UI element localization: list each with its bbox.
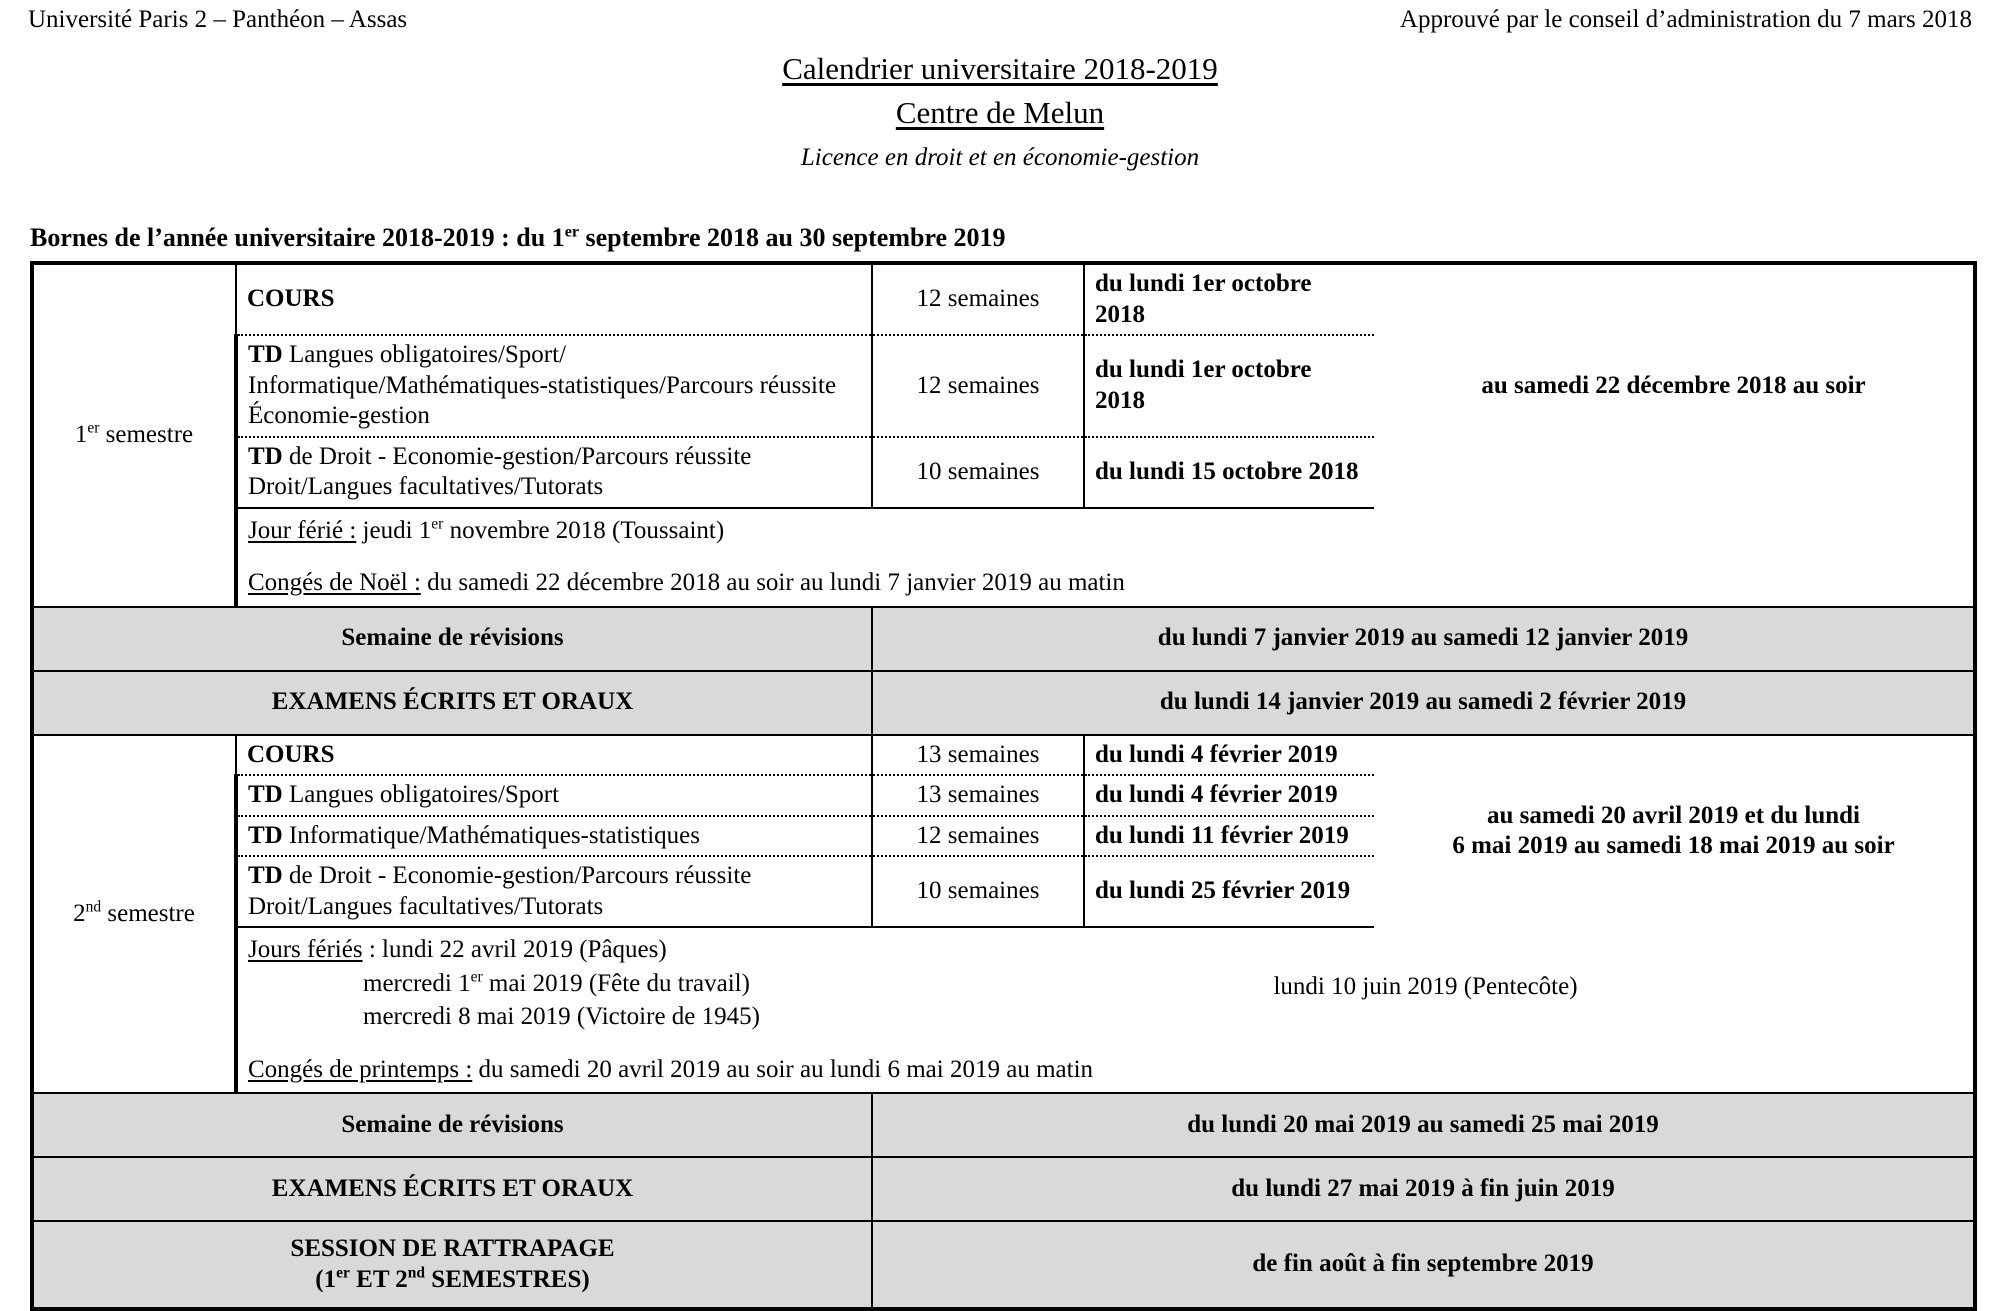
document-header: [0, 0, 2000, 46]
s1-end-date: au samedi 22 décembre 2018 au soir: [1374, 263, 1975, 508]
s1-row2-activity-rest: de Droit - Economie-gestion/Parcours réussite Droit/Langues facultatives/Tutorats: [248, 442, 752, 501]
resit-session-value: de fin août à fin septembre 2019: [872, 1221, 1975, 1309]
bounds-ordinal-suffix: er: [564, 223, 579, 241]
s2-row3-activity: [236, 856, 872, 927]
s1-public-holiday-text2: novembre 2018 (Toussaint): [443, 516, 725, 544]
s1-row0-weeks: 12 semaines: [872, 263, 1084, 335]
s2-exams-label: EXAMENS ÉCRITS ET ORAUX: [32, 1157, 872, 1221]
s2-row2-activity: [236, 816, 872, 857]
s1-row0-activity-bold: COURS: [247, 285, 335, 313]
s2-exams-value: du lundi 27 mai 2019 à fin juin 2019: [872, 1157, 1975, 1221]
s2-row0-start: du lundi 4 février 2019: [1084, 735, 1374, 776]
calendar-table-wrap: [0, 261, 2000, 1311]
s2-notes-columns: [248, 932, 1963, 1036]
s2-row0-activity-bold: COURS: [247, 740, 335, 768]
table-row: [32, 1093, 1975, 1157]
s2-holiday-1-text: : lundi 22 avril 2019 (Pâques): [362, 936, 667, 964]
approval-note: Approuvé par le conseil d’administration du 7 mars 2018: [1399, 6, 1972, 33]
s2-notes: [236, 927, 1975, 1093]
s2-spring-break-label: Congés de printemps :: [248, 1055, 473, 1083]
s2-holiday-2: [248, 969, 888, 1000]
s1-public-holiday-ordinal: er: [431, 515, 444, 533]
s2-row3-activity-rest: de Droit - Economie-gestion/Parcours réussite Droit/Langues facultatives/Tutorats: [248, 862, 752, 920]
s2-holiday-3: mercredi 8 mai 2019 (Victoire de 1945): [363, 1003, 760, 1031]
resit-ordinal-1: er: [336, 1264, 350, 1282]
resit-session-line1: SESSION DE RATTRAPAGE: [290, 1235, 615, 1263]
s1-row1-weeks: 12 semaines: [872, 335, 1084, 437]
s2-end-date: [1374, 735, 1975, 928]
s2-holidays-list: [248, 932, 888, 1036]
page-title: Calendrier universitaire 2018-2019: [782, 51, 1218, 86]
s1-row1-start: du lundi 1er octobre 2018: [1084, 335, 1374, 437]
title-block: [0, 50, 2000, 173]
s1-row2-weeks: 10 semaines: [872, 437, 1084, 508]
s2-holiday-1: [248, 935, 888, 966]
semester-2-label: [32, 735, 236, 1094]
s1-row2-start: du lundi 15 octobre 2018: [1084, 437, 1374, 508]
s2-row1-activity: [236, 775, 872, 816]
s1-public-holiday: [248, 516, 1963, 547]
table-row: [32, 607, 1975, 671]
table-row: [32, 263, 1975, 335]
s1-christmas-break: [248, 568, 1963, 599]
academic-year-bounds: [30, 223, 2000, 253]
s2-row2-start: du lundi 11 février 2019: [1084, 816, 1374, 857]
s1-revision-week-value: du lundi 7 janvier 2019 au samedi 12 janvier 2019: [872, 607, 1975, 671]
s2-end-date-line2: 6 mai 2019 au samedi 18 mai 2019 au soir: [1452, 832, 1895, 860]
bounds-suffix: septembre 2018 au 30 septembre 2019: [579, 223, 1006, 253]
s2-row1-start: du lundi 4 février 2019: [1084, 775, 1374, 816]
s2-row2-activity-bold: TD: [248, 821, 283, 849]
s1-row0-activity: [236, 263, 872, 335]
s1-public-holiday-label: Jour férié :: [248, 516, 357, 544]
s2-revision-week-value: du lundi 20 mai 2019 au samedi 25 mai 2019: [872, 1093, 1975, 1157]
s1-row2-activity-bold: TD: [248, 442, 283, 470]
program-name: Licence en droit et en économie-gestion: [800, 144, 1200, 172]
academic-calendar-table: [30, 261, 1977, 1311]
resit-line2-c: SEMESTRES): [425, 1265, 590, 1293]
s2-revision-week-label: Semaine de révisions: [32, 1093, 872, 1157]
s2-row0-weeks: 13 semaines: [872, 735, 1084, 776]
s2-holiday-2-text-a: mercredi 1: [363, 969, 471, 997]
s2-row2-activity-rest: Informatique/Mathématiques-statistiques: [282, 821, 700, 849]
page-subtitle: Centre de Melun: [895, 94, 1105, 130]
s1-notes: [236, 508, 1975, 607]
s2-row1-weeks: 13 semaines: [872, 775, 1084, 816]
s1-row0-start: du lundi 1er octobre 2018: [1084, 263, 1374, 335]
semester-2-word: semestre: [101, 899, 195, 927]
bounds-prefix: Bornes de l’année universitaire 2018-2019 : du 1: [30, 223, 565, 253]
s1-exams-value: du lundi 14 janvier 2019 au samedi 2 février 2019: [872, 671, 1975, 735]
s1-exams-label: EXAMENS ÉCRITS ET ORAUX: [32, 671, 872, 735]
s2-row2-weeks: 12 semaines: [872, 816, 1084, 857]
s1-christmas-break-text: du samedi 22 décembre 2018 au soir au lundi 7 janvier 2019 au matin: [420, 569, 1125, 597]
table-row: [32, 927, 1975, 1093]
s2-holiday-2-ordinal: er: [470, 968, 483, 986]
table-row: [32, 671, 1975, 735]
s2-holiday-2-text-b: mai 2019 (Fête du travail): [482, 969, 750, 997]
resit-ordinal-2: nd: [407, 1264, 426, 1282]
s2-spring-break: [248, 1055, 1963, 1086]
s2-row1-activity-bold: TD: [248, 781, 283, 809]
resit-line2-a: (1: [315, 1265, 337, 1293]
s1-row2-activity: [236, 437, 872, 508]
notes-spacer: [248, 549, 1963, 565]
s2-end-date-line1: au samedi 20 avril 2019 et du lundi: [1487, 801, 1860, 829]
s2-spring-break-text: du samedi 20 avril 2019 au soir au lundi 6 mai 2019 au matin: [472, 1055, 1094, 1083]
semester-1-word: semestre: [99, 421, 194, 449]
s2-holiday-pentecost: lundi 10 juin 2019 (Pentecôte): [1273, 973, 1578, 1001]
university-name: Université Paris 2 – Panthéon – Assas: [28, 6, 408, 33]
s1-row1-activity: [236, 335, 872, 437]
s2-row3-activity-bold: TD: [248, 862, 283, 890]
table-row: [32, 508, 1975, 607]
s2-row1-activity-rest: Langues obligatoires/Sport: [282, 781, 560, 809]
s2-row3-start: du lundi 25 février 2019: [1084, 856, 1374, 927]
s2-holidays-label: Jours fériés: [248, 936, 363, 964]
resit-session-line2: [44, 1265, 861, 1296]
s1-public-holiday-text: jeudi 1: [356, 516, 432, 544]
semester-1-ordinal: er: [87, 419, 100, 437]
resit-line2-b: ET 2: [349, 1265, 408, 1293]
table-row: [32, 735, 1975, 776]
s1-revision-week-label: Semaine de révisions: [32, 607, 872, 671]
semester-2-number: 2: [73, 899, 86, 927]
s1-christmas-break-label: Congés de Noël :: [248, 569, 421, 597]
semester-2-ordinal: nd: [85, 898, 102, 916]
s1-row1-activity-bold: TD: [248, 341, 283, 369]
s2-row3-weeks: 10 semaines: [872, 856, 1084, 927]
s2-row0-activity: [236, 735, 872, 776]
semester-1-number: 1: [74, 421, 88, 449]
notes-spacer: [248, 1036, 1963, 1052]
s1-row1-activity-rest: Langues obligatoires/Sport/ Informatique/Mathématiques-statistiques/Parcours réussite Économie-gestion: [248, 341, 837, 430]
table-row: [32, 1157, 1975, 1221]
semester-1-label: [32, 263, 236, 607]
